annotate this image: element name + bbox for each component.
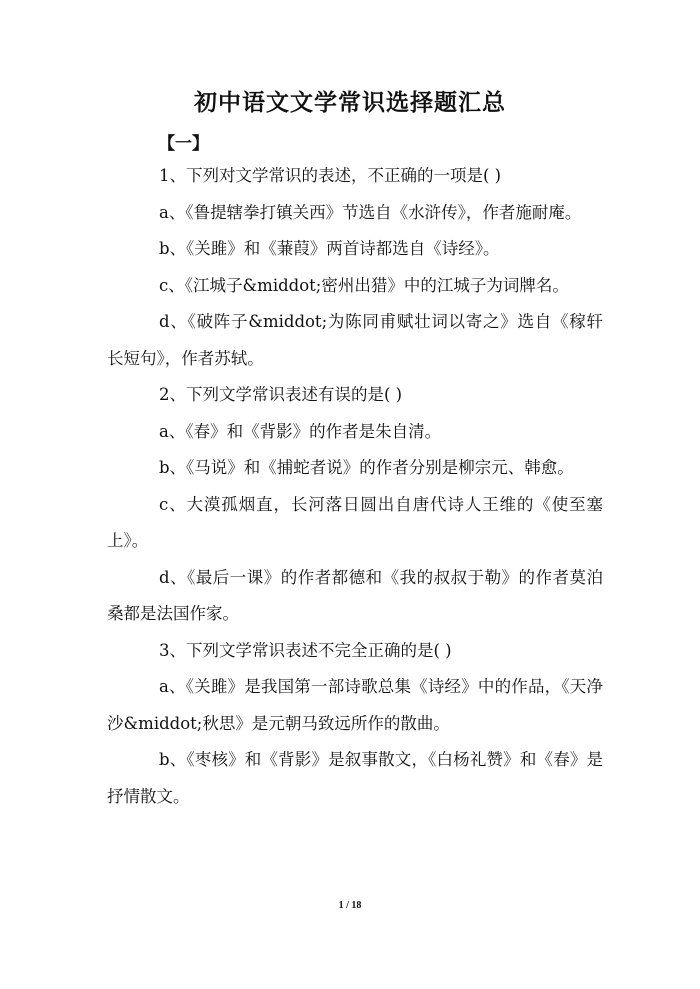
question-1-stem: 1、下列对文学常识的表述，不正确的一项是( ) xyxy=(159,166,502,185)
question-1-option-c: c、《江城子&middot;密州出猎》中的江城子为词牌名。 xyxy=(159,275,569,295)
question-1-option-b: b、《关雎》和《蒹葭》两首诗都选自《诗经》。 xyxy=(159,239,500,258)
question-2-option-d: d、《最后一课》的作者都德和《我的叔叔于勒》的作者莫泊桑都是法国作家。 xyxy=(107,567,603,623)
question-3-option-a: a、《关雎》是我国第一部诗歌总集《诗经》中的作品，《天净沙&middot;秋思》是元朝马致远所作的散曲。 xyxy=(107,677,603,733)
question-2-option-a: a、《春》和《背影》的作者是朱自清。 xyxy=(159,421,442,441)
question-1-option-a: a、《鲁提辖拳打镇关西》节选自《水浒传》，作者施耐庵。 xyxy=(159,202,582,222)
page-indicator: 1 / 18 xyxy=(338,900,362,911)
question-2-option-c: c、大漠孤烟直，长河落日圆出自唐代诗人王维的《使至塞上》。 xyxy=(107,494,603,550)
question-3-stem: 3、下列文学常识表述不完全正确的是( ) xyxy=(159,640,452,660)
section-label: 【一】 xyxy=(158,134,209,154)
document-body xyxy=(107,158,603,815)
document-title: 初中语文文学常识选择题汇总 xyxy=(194,89,506,116)
question-2-option-b: b、《马说》和《捕蛇者说》的作者分别是柳宗元、韩愈。 xyxy=(159,458,574,477)
question-3-option-b: b、《枣核》和《背影》是叙事散文，《白杨礼赞》和《春》是抒情散文。 xyxy=(107,750,603,806)
question-2-stem: 2、下列文学常识表述有误的是( ) xyxy=(159,385,403,404)
question-1-option-d: d、《破阵子&middot;为陈同甫赋壮词以寄之》选自《稼轩长短句》，作者苏轼。 xyxy=(107,312,603,368)
